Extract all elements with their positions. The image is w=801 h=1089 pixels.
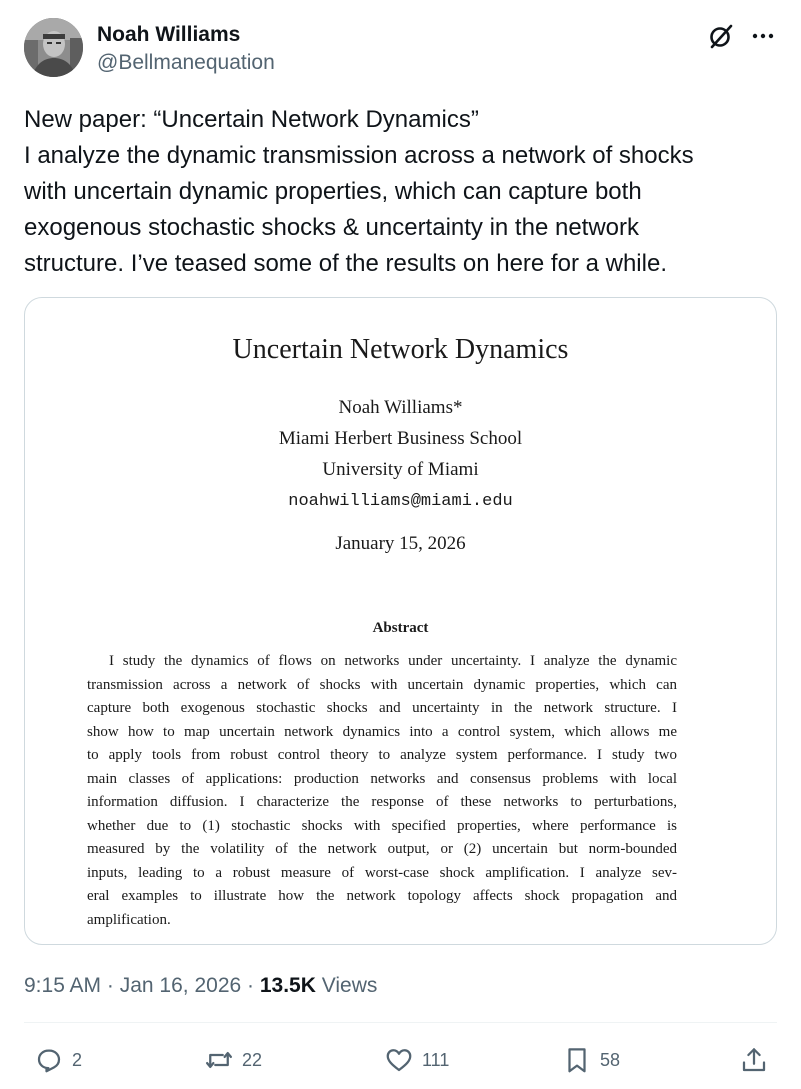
meta-separator: · xyxy=(101,974,120,997)
abstract-line: I study the dynamics of flows on networks under uncertainty. I analyze the dynamic xyxy=(109,653,677,669)
retweet-count: 22 xyxy=(242,1049,263,1070)
tweet-text-line: exogenous stochastic shocks & uncertainty in the network xyxy=(24,214,639,241)
more-dots-icon[interactable] xyxy=(749,22,777,50)
abstract-line: transmission across a network of shocks with uncertain dynamic properties, which can xyxy=(87,676,677,693)
paper-date: January 15, 2026 xyxy=(335,533,466,554)
display-name[interactable]: Noah Williams xyxy=(97,23,241,46)
tweet-text-line: with uncertain dynamic properties, which can capture both xyxy=(24,178,642,205)
user-handle[interactable]: @Bellmanequation xyxy=(97,51,275,74)
bookmark-count: 58 xyxy=(600,1049,621,1070)
tweet-date[interactable]: Jan 16, 2026 xyxy=(119,974,242,997)
heart-icon xyxy=(384,1045,414,1075)
abstract-line: amplification. xyxy=(87,911,171,928)
paper-affiliation: University of Miami xyxy=(322,459,479,480)
paper-title-page xyxy=(25,298,776,944)
abstract-line: capture both exogenous stochastic shocks and uncertainty in the network structure. I xyxy=(87,700,677,716)
paper-title: Uncertain Network Dynamics xyxy=(232,334,569,365)
tweet-meta xyxy=(24,972,377,1000)
abstract-line: eral examples to illustrate how the network topology affects shock propagation and xyxy=(87,888,677,904)
reply-count: 2 xyxy=(72,1049,83,1070)
paper-author: Noah Williams* xyxy=(338,397,463,418)
reply-icon xyxy=(34,1045,64,1075)
retweet-button[interactable] xyxy=(204,1042,262,1078)
tweet-header xyxy=(24,18,777,80)
views-count: 13.5K xyxy=(259,974,316,997)
tweet-time[interactable]: 9:15 AM xyxy=(24,974,102,997)
abstract-line: information diffusion. I characterize the response of these networks to perturbations, xyxy=(87,794,677,810)
tweet-text-line: New paper: “Uncertain Network Dynamics” xyxy=(24,106,479,133)
like-count: 111 xyxy=(422,1049,450,1070)
paper-email: noahwilliams@miami.edu xyxy=(288,492,513,511)
retweet-icon xyxy=(204,1045,234,1075)
bookmark-button[interactable] xyxy=(562,1042,620,1078)
abstract-line: main classes of applications: production networks and consensus problems with local xyxy=(87,770,677,787)
attached-image[interactable] xyxy=(24,297,777,945)
share-button[interactable] xyxy=(739,1042,769,1078)
abstract-body xyxy=(87,650,677,932)
author-names xyxy=(97,22,275,78)
avatar-photo xyxy=(24,18,83,77)
abstract-heading: Abstract xyxy=(372,620,429,636)
like-button[interactable] xyxy=(384,1042,449,1078)
abstract-line: measured by the volatility of the network output, or (2) uncertain but norm-bounded xyxy=(87,841,677,857)
reply-button[interactable] xyxy=(34,1042,82,1078)
tweet-text xyxy=(24,102,784,282)
tweet-text-line: I analyze the dynamic transmission across a network of shocks xyxy=(24,142,694,169)
bookmark-icon xyxy=(562,1045,592,1075)
action-bar xyxy=(24,1042,777,1078)
abstract-line: inputs, leading to a robust measure of worst-case shock amplification. I analyze sev- xyxy=(87,864,677,881)
avatar[interactable] xyxy=(24,18,83,77)
abstract-line: show how to map uncertain network dynamics into a control system, which allows me xyxy=(87,723,677,740)
divider xyxy=(24,1022,777,1023)
tweet-text-line: structure. I’ve teased some of the results on here for a while. xyxy=(24,250,667,277)
abstract-line: whether due to (1) stochastic shocks with specified properties, where performance is xyxy=(87,817,677,834)
abstract-line: to apply tools from robust control theory to analyze system performance. I study two xyxy=(87,747,677,763)
paper-affiliation: Miami Herbert Business School xyxy=(278,428,523,449)
share-icon xyxy=(739,1045,769,1075)
views-label: Views xyxy=(321,974,378,997)
grok-icon[interactable] xyxy=(707,22,735,50)
meta-separator: · xyxy=(241,974,260,997)
